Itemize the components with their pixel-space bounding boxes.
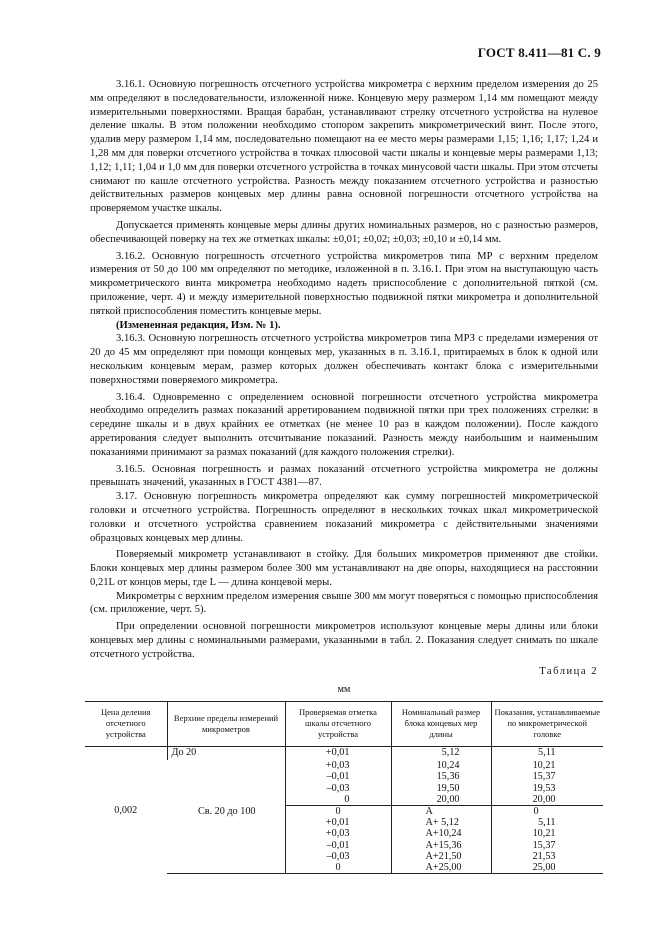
- document-body: [90, 78, 598, 874]
- page-header: ГОСТ 8.411—81 С. 9: [477, 45, 601, 60]
- reading-cell: 5,11: [538, 746, 556, 758]
- amendment-note: (Измененная редакция, Изм. № 1).: [116, 319, 281, 331]
- paragraph-3-16-4: 3.16.4. Одновременно с определением основной погрешности отсчетного устройства микрометра необходимо определить размах показаний арретированием подвижной пятки при трех положениях стрелки: в середине шкалы и в двух крайних ее отметках (не менее 10 раз в каждом положении). После каждого арретирования следует выполнить отсчитывание показаний. Разность между наибольшим и наименьшим показаниями принимают за размах показаний (для каждого положения стрелки).: [90, 391, 598, 458]
- table-caption: Таблица 2: [539, 665, 598, 677]
- paragraph-3-16-3: 3.16.3. Основную погрешность отсчетного устройства микрометров типа МРЗ с пределами измерения от 20 до 45 мм определяют при помощи концевых мер, указанных в п. 3.16.1, притираемых в блок к одной или нескольким концевым мерам, размер которых должен обеспечивать контакт блока с измерительными поверхностями поверяемого микрометра.: [90, 333, 598, 386]
- size-cell: 5,12: [441, 746, 460, 758]
- paragraph-table-intro: При определении основной погрешности микрометров используют концевые меры длины или блоки концевых мер длины с номинальными размерами, указанными в табл. 2. Показания следует снимать по шкале отсчетного устройства.: [90, 621, 598, 660]
- mark-cell: –0,01: [326, 771, 350, 783]
- mark-cell: –0,03: [326, 782, 350, 794]
- reading-cell: 0: [533, 805, 539, 817]
- size-cell: А+25,00: [425, 862, 462, 873]
- reading-cell: 25,00: [532, 862, 556, 873]
- mark-cell: +0,01: [325, 817, 350, 829]
- paragraph-large-micrometers: Микрометры с верхним пределом измерения свыше 300 мм могут поверяться с помощью приспособления (см. приложение, черт. 5).: [90, 590, 598, 616]
- paragraph-3-17: 3.17. Основную погрешность микрометра определяют как сумму погрешностей микрометрической головки и отсчетного устройства. Погрешность определяют в нескольких точках шкал микрометрической головки и отсчетного устройства сравнением показаний микрометра с действительными значениями образцовых концевых мер длины.: [90, 491, 598, 544]
- reading-cell: 20,00: [532, 793, 556, 805]
- table-2: [85, 701, 603, 875]
- paragraph-3-16-2: 3.16.2. Основную погрешность отсчетного устройства микрометров типа МР с верхним пределом измерения от 50 до 100 мм определяют по методике, изложенной в п. 3.16.1. При этом на выступающую часть микрометрического винта микрометра необходимо надеть приспособление с дополнительной пяткой (см. приложение, черт. 4) и между измерительной поверхностью подвижной пятки микрометра и дополнительной пяткой приспособления поместить концевые меры.: [90, 250, 598, 317]
- size-cell: А+15,36: [425, 839, 462, 851]
- division-value: 0,002: [114, 804, 138, 816]
- limit-cell: До 20: [167, 746, 285, 760]
- mark-cell: 0: [335, 805, 341, 817]
- paragraph-3-16-5: 3.16.5. Основная погрешность и размах показаний отсчетного устройства микрометра не должны превышать значений, указанных в ГОСТ 4381—87.: [90, 463, 598, 489]
- header-block-size: Номинальный размер блока концевых мер длины: [391, 701, 491, 746]
- limit-cell: Св. 20 до 100: [197, 805, 256, 817]
- table-row: [85, 746, 603, 760]
- size-cell: А+21,50: [425, 850, 462, 862]
- header-division: Цена деления отсчетного устройства: [85, 701, 167, 746]
- mark-cell: +0,03: [325, 760, 350, 772]
- size-cell: А: [425, 805, 433, 817]
- size-cell: 20,00: [436, 793, 460, 805]
- paragraph-3-16-1: 3.16.1. Основную погрешность отсчетного устройства микрометра с верхним пределом измерения до 25 мм определяют в последовательности, изложенной ниже. Концевую меру размером 1,14 мм помещают между измерительными поверхностями. Вращая барабан, устанавливают стрелку отсчетного устройства на нулевое деление шкалы. В этом положении необходимо стопором закрепить микрометрический винт. После этого, удалив меру размером 1,14 мм, последовательно помещают на ее место меры размерами 1,15; 1,16; 1,17; 1,24 и 1,28 мм для поверки отсчетного устройства в точках плюсовой части шкалы и концевые меры размерами 1,13; 1,12; 1,11; 1,04 и 1,0 мм для поверки отсчетного устройства в точках минусовой части шкалы. При этом отсчеты снимают по кашле отсчетного устройства. Разность между показанием отсчетного устройства и разностью действительных размеров концевых мер длины равна основной погрешности отсчетного устройства на проверяемом участке шкалы.: [90, 79, 598, 215]
- mark-cell: –0,01: [326, 839, 350, 851]
- reading-cell: 15,37: [532, 839, 556, 851]
- size-cell: 19,50: [436, 782, 460, 794]
- size-cell: 15,36: [436, 771, 460, 783]
- reading-cell: 19,53: [532, 782, 556, 794]
- mark-cell: 0: [344, 793, 350, 805]
- header-readings: Показания, устанавливаемые по микрометрической головке: [491, 701, 603, 746]
- size-cell: 10,24: [436, 760, 460, 772]
- paragraph-allowance: Допускается применять концевые меры длины других номинальных размеров, но с разностью размеров, обеспечивающей поверку на тех же отметках шкалы: ±0,01; ±0,02; ±0,03; ±0,10 и ±0,14 мм.: [90, 219, 598, 245]
- table-header-row: [85, 701, 603, 746]
- size-cell: А+ 5,12: [425, 817, 459, 829]
- mark-cell: +0,01: [325, 746, 350, 758]
- header-mark: Проверяемая отметка шкалы отсчетного устройства: [285, 701, 391, 746]
- reading-cell: 15,37: [532, 771, 556, 783]
- reading-cell: 21,53: [532, 850, 556, 862]
- mark-cell: –0,03: [326, 850, 350, 862]
- mark-cell: +0,03: [325, 828, 350, 840]
- size-cell: А+10,24: [425, 828, 462, 840]
- mark-cell: 0: [335, 862, 341, 873]
- reading-cell: 10,21: [532, 760, 556, 772]
- table-units: мм: [337, 683, 351, 695]
- reading-cell: 10,21: [532, 828, 556, 840]
- reading-cell: 5,11: [538, 817, 556, 829]
- paragraph-stand: Поверяемый микрометр устанавливают в стойку. Для больших микрометров применяют две стойки. Блоки концевых мер длины размером более 300 мм устанавливают на две опоры, находящиеся на расстоянии 0,21L от концов меры, где L — длина концевой меры.: [90, 549, 598, 588]
- header-limits: Верхние пределы измерений микрометров: [167, 701, 285, 746]
